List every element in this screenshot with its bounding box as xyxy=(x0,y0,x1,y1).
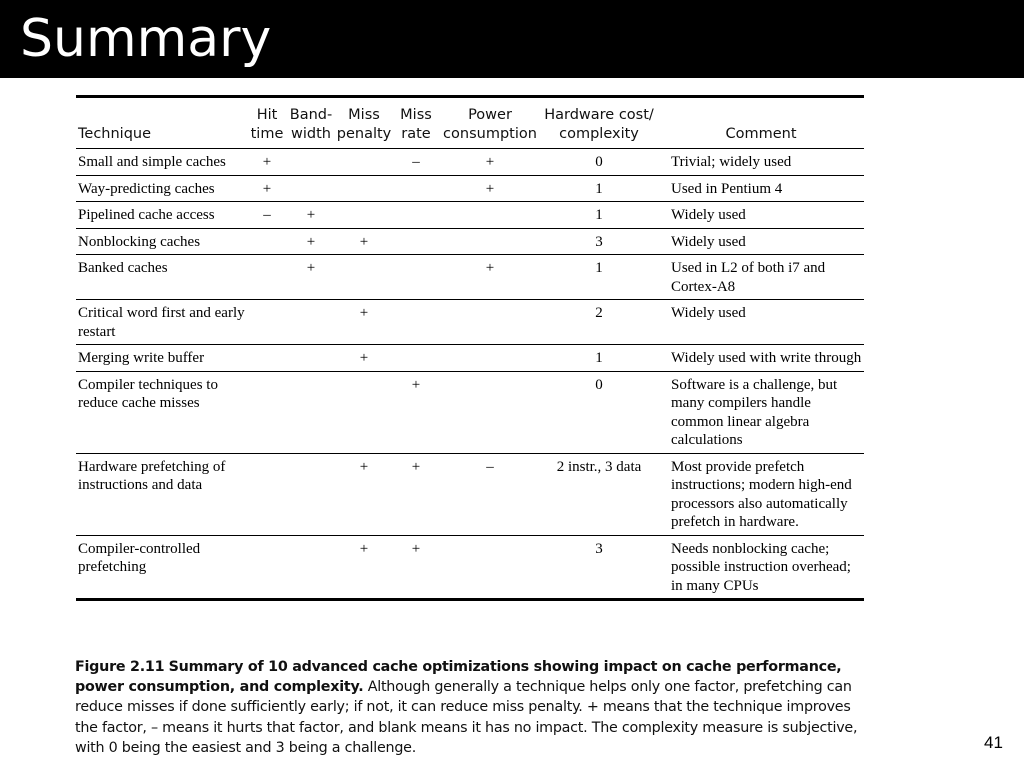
cell-bandwidth: + xyxy=(306,233,316,250)
title-bar xyxy=(0,0,1024,78)
cell-miss-penalty: + xyxy=(359,458,369,475)
cell-power xyxy=(440,228,540,255)
table-row xyxy=(76,535,864,600)
cell-technique: Nonblocking caches xyxy=(78,233,201,250)
cell-miss-rate: – xyxy=(412,154,420,170)
cell-hit-time: + xyxy=(262,154,272,170)
header-comment: Comment xyxy=(725,126,797,142)
cell-technique: Banked caches xyxy=(78,260,168,276)
cell-miss-penalty: + xyxy=(359,305,369,321)
slide-title: Summary xyxy=(20,9,272,69)
cell-hit-time xyxy=(248,535,286,600)
caption-body: Although generally a technique helps only one factor, prefetching can reduce misses if done sufficiently early; if not, it can reduce miss penalty. + means that the technique improves the factor, – means it hurts that factor, and blank means it has no impact. The complexity measure is subjective, with 0 being the easiest and 3 being a challenge. xyxy=(75,679,858,756)
cell-hw-cost: 1 xyxy=(595,350,603,366)
cell-bandwidth xyxy=(286,371,336,453)
cell-power xyxy=(440,371,540,453)
cell-comment: Used in Pentium 4 xyxy=(671,180,783,197)
cell-hw-cost: 0 xyxy=(595,154,603,170)
cell-technique: Merging write buffer xyxy=(78,350,205,366)
cell-hit-time xyxy=(248,371,286,453)
cell-technique: Small and simple caches xyxy=(78,154,226,170)
cell-technique: Critical word first and early restart xyxy=(78,305,245,340)
cell-hw-cost: 1 xyxy=(595,260,603,276)
header-hit-time: Hit time xyxy=(250,107,284,142)
cell-hit-time xyxy=(248,345,286,372)
cell-hw-cost: 1 xyxy=(595,180,603,197)
cell-hw-cost: 3 xyxy=(595,540,603,557)
cell-comment: Software is a challenge, but many compilers handle common linear algebra calculations xyxy=(671,376,838,448)
cell-miss-penalty: + xyxy=(359,540,369,557)
table-row xyxy=(76,300,864,345)
cell-comment: Used in L2 of both i7 and Cortex-A8 xyxy=(671,260,826,295)
cell-comment: Most provide prefetch instructions; modern high-end processors also automatically prefetch in hardware. xyxy=(671,458,852,530)
figure-caption xyxy=(75,657,867,758)
cell-comment: Widely used xyxy=(671,233,746,250)
cell-technique: Compiler-controlled prefetching xyxy=(78,540,201,575)
cell-bandwidth: + xyxy=(306,207,316,223)
cell-bandwidth xyxy=(286,300,336,345)
cell-hw-cost: 0 xyxy=(595,376,603,393)
cell-miss-rate xyxy=(392,175,440,202)
cell-hit-time xyxy=(248,228,286,255)
cell-power: + xyxy=(485,154,495,170)
cell-hit-time xyxy=(248,300,286,345)
header-miss-rate: Miss rate xyxy=(400,107,432,142)
cell-bandwidth: + xyxy=(306,260,316,276)
cell-miss-rate xyxy=(392,202,440,229)
cell-power: + xyxy=(485,260,495,276)
page-number: 41 xyxy=(984,733,1003,752)
cell-miss-penalty xyxy=(336,149,392,176)
cell-power xyxy=(440,345,540,372)
cell-miss-penalty xyxy=(336,371,392,453)
cell-miss-rate: + xyxy=(411,458,421,475)
summary-table xyxy=(76,95,864,601)
cell-hw-cost: 2 instr., 3 data xyxy=(556,458,642,475)
header-hw-cost: Hardware cost/ complexity xyxy=(544,107,654,142)
cell-technique: Pipelined cache access xyxy=(78,207,215,223)
header-technique: Technique xyxy=(78,126,152,142)
table-row xyxy=(76,202,864,229)
cell-bandwidth xyxy=(286,175,336,202)
header-bandwidth: Band- width xyxy=(289,107,333,142)
cell-power: – xyxy=(486,458,494,475)
cell-miss-rate xyxy=(392,228,440,255)
table-row xyxy=(76,228,864,255)
cell-hw-cost: 3 xyxy=(595,233,603,250)
table-row xyxy=(76,371,864,453)
cell-technique: Hardware prefetching of instructions and data xyxy=(78,458,226,493)
cell-hit-time xyxy=(248,453,286,535)
cell-miss-rate xyxy=(392,255,440,300)
cell-power xyxy=(440,535,540,600)
caption-bold-text: Summary of 10 advanced cache optimizations showing impact on cache performance, power consumption, and complexity. xyxy=(75,659,842,696)
cell-comment: Widely used xyxy=(671,207,746,223)
table-header-row xyxy=(76,97,864,149)
cell-hit-time: + xyxy=(262,180,272,197)
header-power: Power consumption xyxy=(443,107,537,142)
table-row xyxy=(76,255,864,300)
cell-hw-cost: 1 xyxy=(595,207,603,223)
cell-bandwidth xyxy=(286,149,336,176)
cell-miss-penalty: + xyxy=(359,350,369,366)
cell-miss-rate: + xyxy=(411,376,421,393)
cell-miss-penalty: + xyxy=(359,233,369,250)
cell-comment: Widely used xyxy=(671,305,746,321)
table-row xyxy=(76,149,864,176)
cell-miss-penalty xyxy=(336,175,392,202)
cell-comment: Widely used with write through xyxy=(671,350,862,366)
cell-bandwidth xyxy=(286,535,336,600)
cell-power: + xyxy=(485,180,495,197)
cell-miss-rate xyxy=(392,300,440,345)
caption-label: Figure 2.11 xyxy=(75,659,165,675)
cell-comment: Trivial; widely used xyxy=(671,154,792,170)
cell-comment: Needs nonblocking cache; possible instruction overhead; in many CPUs xyxy=(671,540,851,594)
table-row xyxy=(76,453,864,535)
cell-miss-penalty xyxy=(336,202,392,229)
cell-miss-penalty xyxy=(336,255,392,300)
cell-technique: Way-predicting caches xyxy=(78,180,215,197)
table-row xyxy=(76,175,864,202)
table-row xyxy=(76,345,864,372)
cell-technique: Compiler techniques to reduce cache misses xyxy=(78,376,218,411)
cell-miss-rate xyxy=(392,345,440,372)
cell-power xyxy=(440,300,540,345)
cell-bandwidth xyxy=(286,453,336,535)
cell-miss-rate: + xyxy=(411,540,421,557)
cell-hit-time: – xyxy=(263,207,271,223)
header-miss-penalty: Miss penalty xyxy=(336,107,392,142)
cell-hw-cost: 2 xyxy=(595,305,603,321)
cell-bandwidth xyxy=(286,345,336,372)
cell-hit-time xyxy=(248,255,286,300)
cell-power xyxy=(440,202,540,229)
